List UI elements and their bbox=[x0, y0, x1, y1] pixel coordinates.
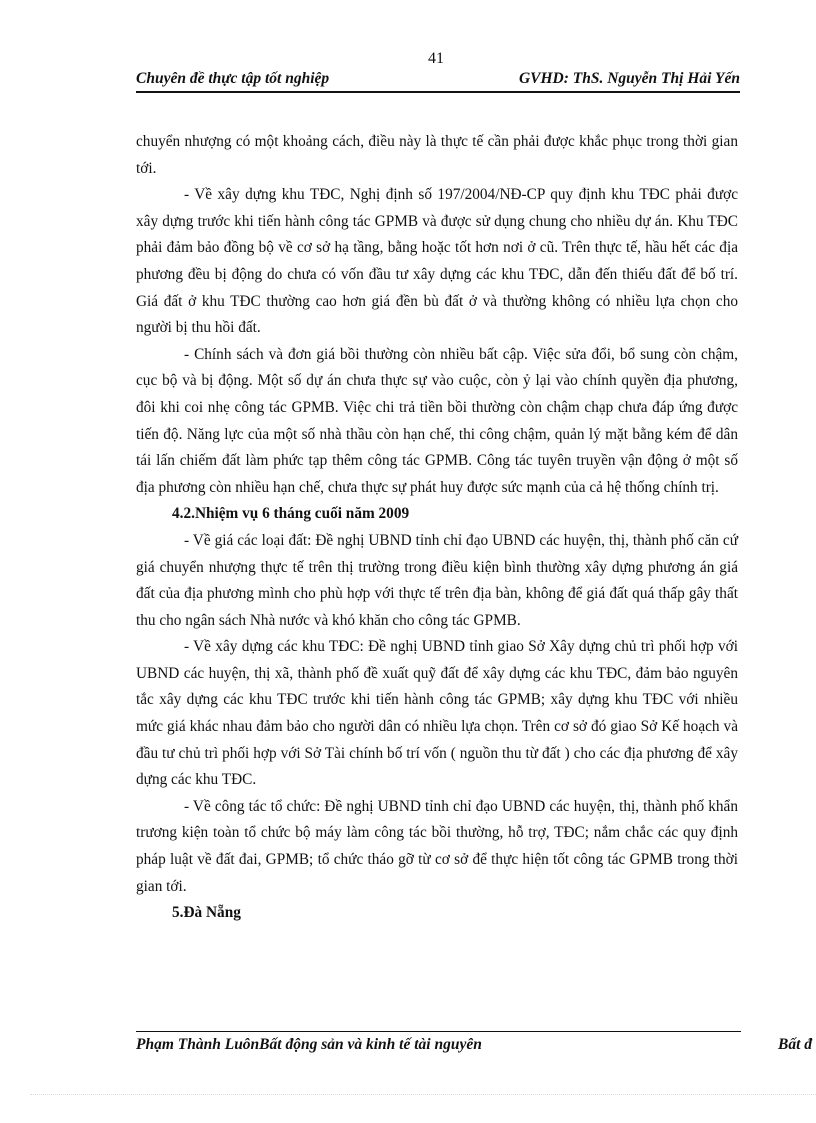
paragraph: - Chính sách và đơn giá bồi thường còn nhiều bất cập. Việc sửa đổi, bổ sung còn chậm, cục bộ và bị động. Một số dự án chưa thực sự vào cuộc, còn ỷ lại vào chính quyền địa phương, đôi khi coi nhẹ công tác GPMB. Việc chi trả tiền bồi thường còn chậm chạp chưa đáp ứng được tiến độ. Năng lực của một số nhà thầu còn hạn chế, thi công chậm, quản lý mặt bằng kém để dân tái lấn chiếm đất làm phức tạp thêm công tác GPMB. Công tác tuyên truyền vận động ở một số địa phương còn nhiều hạn chế, chưa thực sự phát huy được sức mạnh của cả hệ thống chính trị. bbox=[136, 345, 738, 496]
paragraph: chuyển nhượng có một khoảng cách, điều này là thực tế cần phải được khắc phục trong thời gian tới. bbox=[136, 133, 738, 177]
header-title: Chuyên đề thực tập tốt nghiệp bbox=[136, 70, 330, 87]
page-bottom-rule bbox=[30, 1094, 816, 1095]
section-heading: 4.2.Nhiệm vụ 6 tháng cuối năm 2009 bbox=[172, 505, 410, 523]
paragraph: - Về xây dựng các khu TĐC: Đề nghị UBND tỉnh giao Sở Xây dựng chủ trì phối hợp với UBND các huyện, thị xã, thành phố đề xuất quỹ đất để xây dựng các khu TĐC, đảm bảo nguyên tắc xây dựng các khu TĐC trước khi tiến hành công tác GPMB; xây dựng khu TĐC với nhiều mức giá khác nhau đảm bảo cho người dân có nhiều lựa chọn. Trên cơ sở đó giao Sở Kế hoạch và đầu tư chủ trì phối hợp với Sở Tài chính bố trí vốn ( nguồn thu từ đất ) cho các địa phương để xây dựng các khu TĐC. bbox=[136, 638, 738, 789]
page-number: 41 bbox=[428, 50, 444, 67]
section-heading: 5.Đà Nẵng bbox=[172, 904, 241, 922]
footer-divider bbox=[136, 1031, 741, 1032]
header-advisor: GVHD: ThS. Nguyễn Thị Hải Yến bbox=[518, 70, 740, 87]
footer-right-text: Bất đ bbox=[778, 1036, 813, 1053]
paragraph: - Về công tác tổ chức: Đề nghị UBND tỉnh chỉ đạo UBND các huyện, thị, thành phố khẩn trương kiện toàn tổ chức bộ máy làm công tác bồi thường, hỗ trợ, TĐC; nắm chắc các quy định pháp luật về đất đai, GPMB; tổ chức tháo gỡ từ cơ sở để thực hiện tốt công tác GPMB trong thời gian tới. bbox=[136, 797, 738, 895]
footer-author: Phạm Thành LuônBất động sản và kinh tế tài nguyên bbox=[136, 1036, 482, 1053]
paragraph: - Về giá các loại đất: Đề nghị UBND tỉnh chỉ đạo UBND các huyện, thị, thành phố căn cứ giá chuyển nhượng thực tế trên thị trường trong điều kiện bình thường xây dựng phương án giá đất của địa phương mình cho phù hợp với thực tế trên địa bàn, không để giá đất quá thấp gây thất thu cho ngân sách Nhà nước và khó khăn cho công tác GPMB. bbox=[136, 531, 738, 629]
page-header bbox=[136, 69, 740, 93]
document-body bbox=[136, 129, 738, 927]
paragraph: - Về xây dựng khu TĐC, Nghị định số 197/2004/NĐ-CP quy định khu TĐC phải được xây dựng trước khi tiến hành công tác GPMB và được sử dụng chung cho nhiều dự án. Khu TĐC phải đảm bảo đồng bộ về cơ sở hạ tầng, bằng hoặc tốt hơn nơi ở cũ. Trên thực tế, hầu hết các địa phương đều bị động do chưa có vốn đầu tư xây dựng các khu TĐC, dẫn đến thiếu đất để bố trí. Giá đất ở khu TĐC thường cao hơn giá đền bù đất ở và thường không có nhiều lựa chọn cho người bị thu hồi đất. bbox=[136, 186, 738, 337]
page-footer bbox=[136, 1036, 816, 1058]
